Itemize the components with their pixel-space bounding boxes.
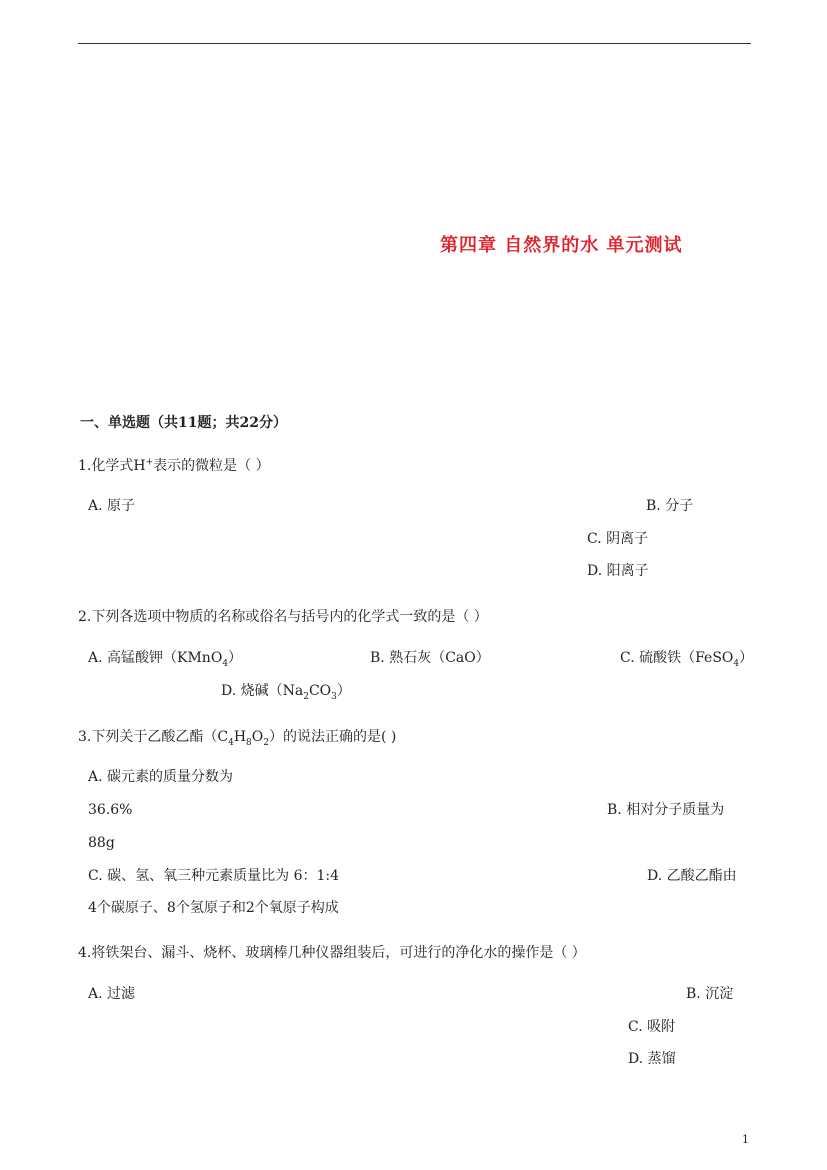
question-1-stem: 1.化学式H+表示的微粒是（ ） xyxy=(78,457,270,474)
question-3-option-c[interactable]: C. 碳、氢、氧三种元素质量比为 6：1:4 xyxy=(88,868,340,884)
question-3-option-d[interactable]: D. 乙酸乙酯由 xyxy=(647,868,737,884)
question-1-option-b[interactable]: B. 分子 xyxy=(646,498,694,514)
question-1-option-a[interactable]: A. 原子 xyxy=(88,498,136,514)
question-4-option-b[interactable]: B. 沉淀 xyxy=(686,986,734,1002)
question-3-option-b-value: 88g xyxy=(88,835,115,851)
question-4-option-c[interactable]: C. 吸附 xyxy=(628,1019,676,1035)
question-4-option-a[interactable]: A. 过滤 xyxy=(88,986,136,1002)
page-title: 第四章 自然界的水 单元测试 xyxy=(440,235,683,256)
section-heading: 一、单选题（共11题；共22分） xyxy=(80,415,287,431)
question-4-stem: 4.将铁架台、漏斗、烧杯、玻璃棒几种仪器组装后，可进行的净化水的操作是（ ） xyxy=(78,945,586,961)
page-number: 1 xyxy=(742,1133,749,1146)
question-2-stem: 2.下列各选项中物质的名称或俗名与括号内的化学式一致的是（ ） xyxy=(78,609,488,625)
question-1-option-c[interactable]: C. 阴离子 xyxy=(587,531,649,547)
question-3-stem: 3.下列关于乙酸乙酯$(C_4H_8O_2)$的说法正确的是( ) xyxy=(78,729,397,748)
question-2-option-c[interactable]: C. 硫酸铁（FeSO$_4$） xyxy=(620,650,754,669)
question-3-option-d-text: 4个碳原子、8个氢原子和2个氧原子构成 xyxy=(88,900,339,916)
question-2-option-d[interactable]: D. 烧碱$(Na_2CO_3)$ xyxy=(221,683,351,702)
question-1-option-d[interactable]: D. 阳离子 xyxy=(587,563,649,579)
question-2-option-a[interactable]: A. 高锰酸钾（KMnO$_4$） xyxy=(88,650,243,669)
question-3-option-b[interactable]: B. 相对分子质量为 xyxy=(607,802,725,818)
question-4-option-d[interactable]: D. 蒸馏 xyxy=(628,1051,676,1067)
question-3-option-a[interactable]: A. 碳元素的质量分数为 xyxy=(88,769,234,785)
question-3-option-a-value: 36.6% xyxy=(88,802,133,818)
question-2-option-b[interactable]: B. 熟石灰（CaO） xyxy=(370,650,490,666)
header-rule xyxy=(78,43,751,44)
